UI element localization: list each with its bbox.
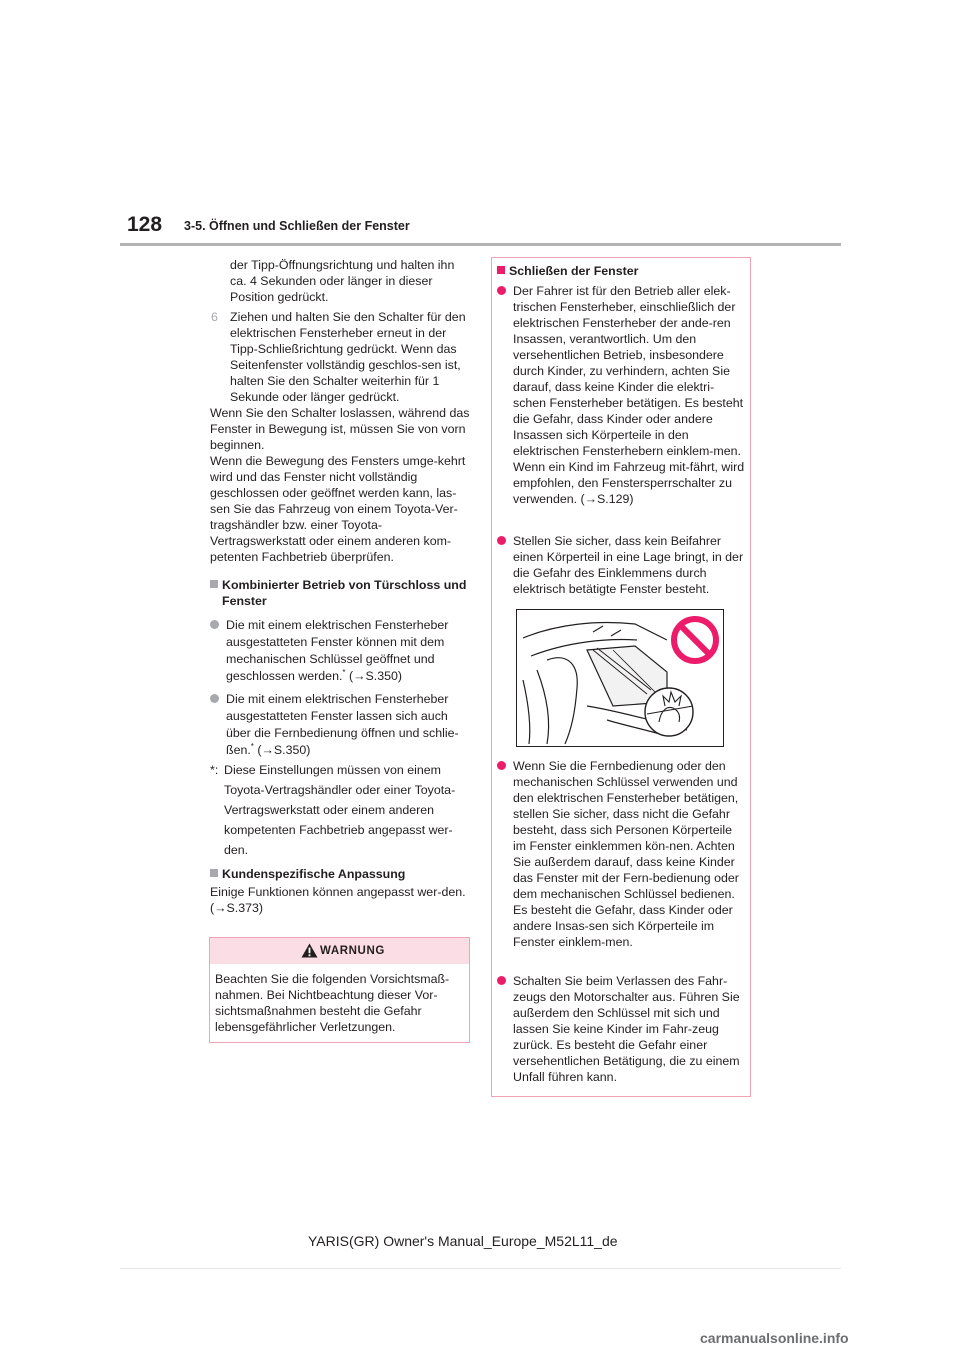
- bullet-icon: [497, 536, 506, 545]
- window-closing-warning-box: Schließen der Fenster Der Fahrer ist für den Betrieb aller elek-trischen Fensterheber, einschließlich der elektrischen Fensterheber der ande-ren Insassen, verantwortlich. Um den versehentlichen Betrieb, insbesondere durch Kinder, zu verhindern, achten Sie darauf, dass keine Kinder die elektri-schen Fensterheber betätigen. Es besteht die Gefahr, dass Kinder oder andere Insassen sich Körperteile in den elektrischen Fensterhebern einklem-men. Wenn ein Kind im Fahrzeug mit-fährt, wird empfohlen, den Fenstersperrschalter zu verwenden. (→S.129) Stellen Sie sicher, dass kein Beifahrer einen Körperteil in eine Lage bringt, in der die Gefahr des Einklemmens durch elektrisch betätigte Fenster besteht. Wenn Sie die Fernbedienung oder den mechanischen Schlüssel verwenden und den elektrischen Fensterheber betätigen, stellen Sie sicher, dass nicht die Gefahr besteht, dass sich Personen Körperteile im Fenster einklemmen kön-nen. Achten Sie außerdem darauf, dass keine Kinder das Fenster mit der Fern-bedienung oder dem mechanischen Schlüssel bedienen. Es besteht die Gefahr, dass Kinder oder andere Insas-sen sich Körperteile im Fenster einklem-men. Schalten Sie beim Verlassen des Fahr-zeugs den Motorschalter aus. Führen Sie außerdem den Schlüssel mit sich und lassen Sie keine Kinder im Fahr-zeug zurück. Es besteht die Gefahr einer versehentlichen Betätigung, die zu einem Unfall führen kann.: [491, 257, 751, 1097]
- warning-header: [210, 938, 469, 964]
- header-divider: [120, 243, 841, 246]
- manual-footer: YARIS(GR) Owner's Manual_Europe_M52L11_de: [308, 1233, 618, 1249]
- list-item: Die mit einem elektrischen Fensterheber ausgestatteten Fenster lassen sich auch über die Fernbedienung öffnen und schlie-ßen.* (→S.350): [210, 691, 472, 755]
- heading-customization: Kundenspezifische Anpassung: [210, 866, 472, 882]
- page-number: 128: [127, 213, 163, 236]
- bullet-icon: [497, 761, 506, 770]
- customization-text: Einige Funktionen können angepasst wer-den. (→S.373): [210, 885, 466, 915]
- warning-title: WARNUNG: [320, 945, 385, 957]
- warning-box: [209, 937, 470, 1043]
- release-note: [210, 405, 472, 565]
- warning-triangle-icon: [301, 943, 318, 958]
- footnote-mark: *:: [210, 763, 219, 777]
- bullet-icon: [210, 694, 219, 703]
- paragraph: Wenn die Bewegung des Fensters umge-kehrt wird und das Fenster nicht vollständig geschlossen oder geöffnet werden kann, las-sen Sie das Fahrzeug von einem Toyota-Ver-tragshändler bzw. einer Toyota-Vertragswerkstatt oder einem anderen kom-petenten Fachbetrieb überprüfen.: [210, 454, 466, 564]
- paragraph: Wenn Sie den Schalter loslassen, während das Fenster in Bewegung ist, müssen Sie von vorn beginnen.: [210, 406, 470, 452]
- footer-divider: [120, 1268, 841, 1269]
- bullet-icon: [497, 976, 506, 985]
- square-bullet-icon: [210, 580, 218, 588]
- bullet-icon: [497, 286, 506, 295]
- page-reference: (→S.350): [257, 743, 311, 757]
- square-bullet-icon: [210, 869, 218, 877]
- heading-window-closing: Schließen der Fenster: [497, 263, 745, 279]
- warning-text: Beachten Sie die folgenden Vorsichtsmaß-nahmen. Bei Nichtbeachtung dieser Vor-sichtsmaßnahmen besteht die Gefahr lebensgefährlicher Verletzungen.: [215, 972, 450, 1034]
- car-window-hand-drawing: [517, 610, 723, 746]
- bullet-icon: [210, 620, 219, 629]
- step-continued-text: der Tipp-Öffnungsrichtung und halten ihn ca. 4 Sekunden oder länger in dieser Position gedrückt.: [230, 258, 455, 304]
- watermark: carmanualsonline.info: [700, 1330, 849, 1346]
- heading-combined-operation: Kombinierter Betrieb von Türschloss und Fenster: [210, 577, 472, 609]
- list-item: Die mit einem elektrischen Fensterheber ausgestatteten Fenster können mit dem mechanischen Schlüssel geöffnet und geschlossen werden.* (→S.350): [210, 617, 472, 681]
- square-bullet-icon: [497, 266, 505, 274]
- page-reference: (→S.350): [348, 669, 403, 683]
- window-pinch-illustration: [516, 609, 724, 747]
- step-number: 6: [211, 310, 218, 324]
- step-text: Ziehen und halten Sie den Schalter für den elektrischen Fensterheber erneut in der Tipp-Schließrichtung gedrückt. Wenn das Seitenfenster vollständig geschlos-sen ist, halten Sie den Schalter weiterhin für 1 Sekunde oder länger gedrückt.: [230, 310, 466, 404]
- footnote-text: Diese Einstellungen müssen von einem Toyota-Vertragshändler oder einer Toyota-Vertragswerkstatt oder einem anderen kompetenten Fachbetrieb angepasst wer-den.: [224, 763, 456, 857]
- section-title: 3-5. Öffnen und Schließen der Fenster: [184, 219, 410, 233]
